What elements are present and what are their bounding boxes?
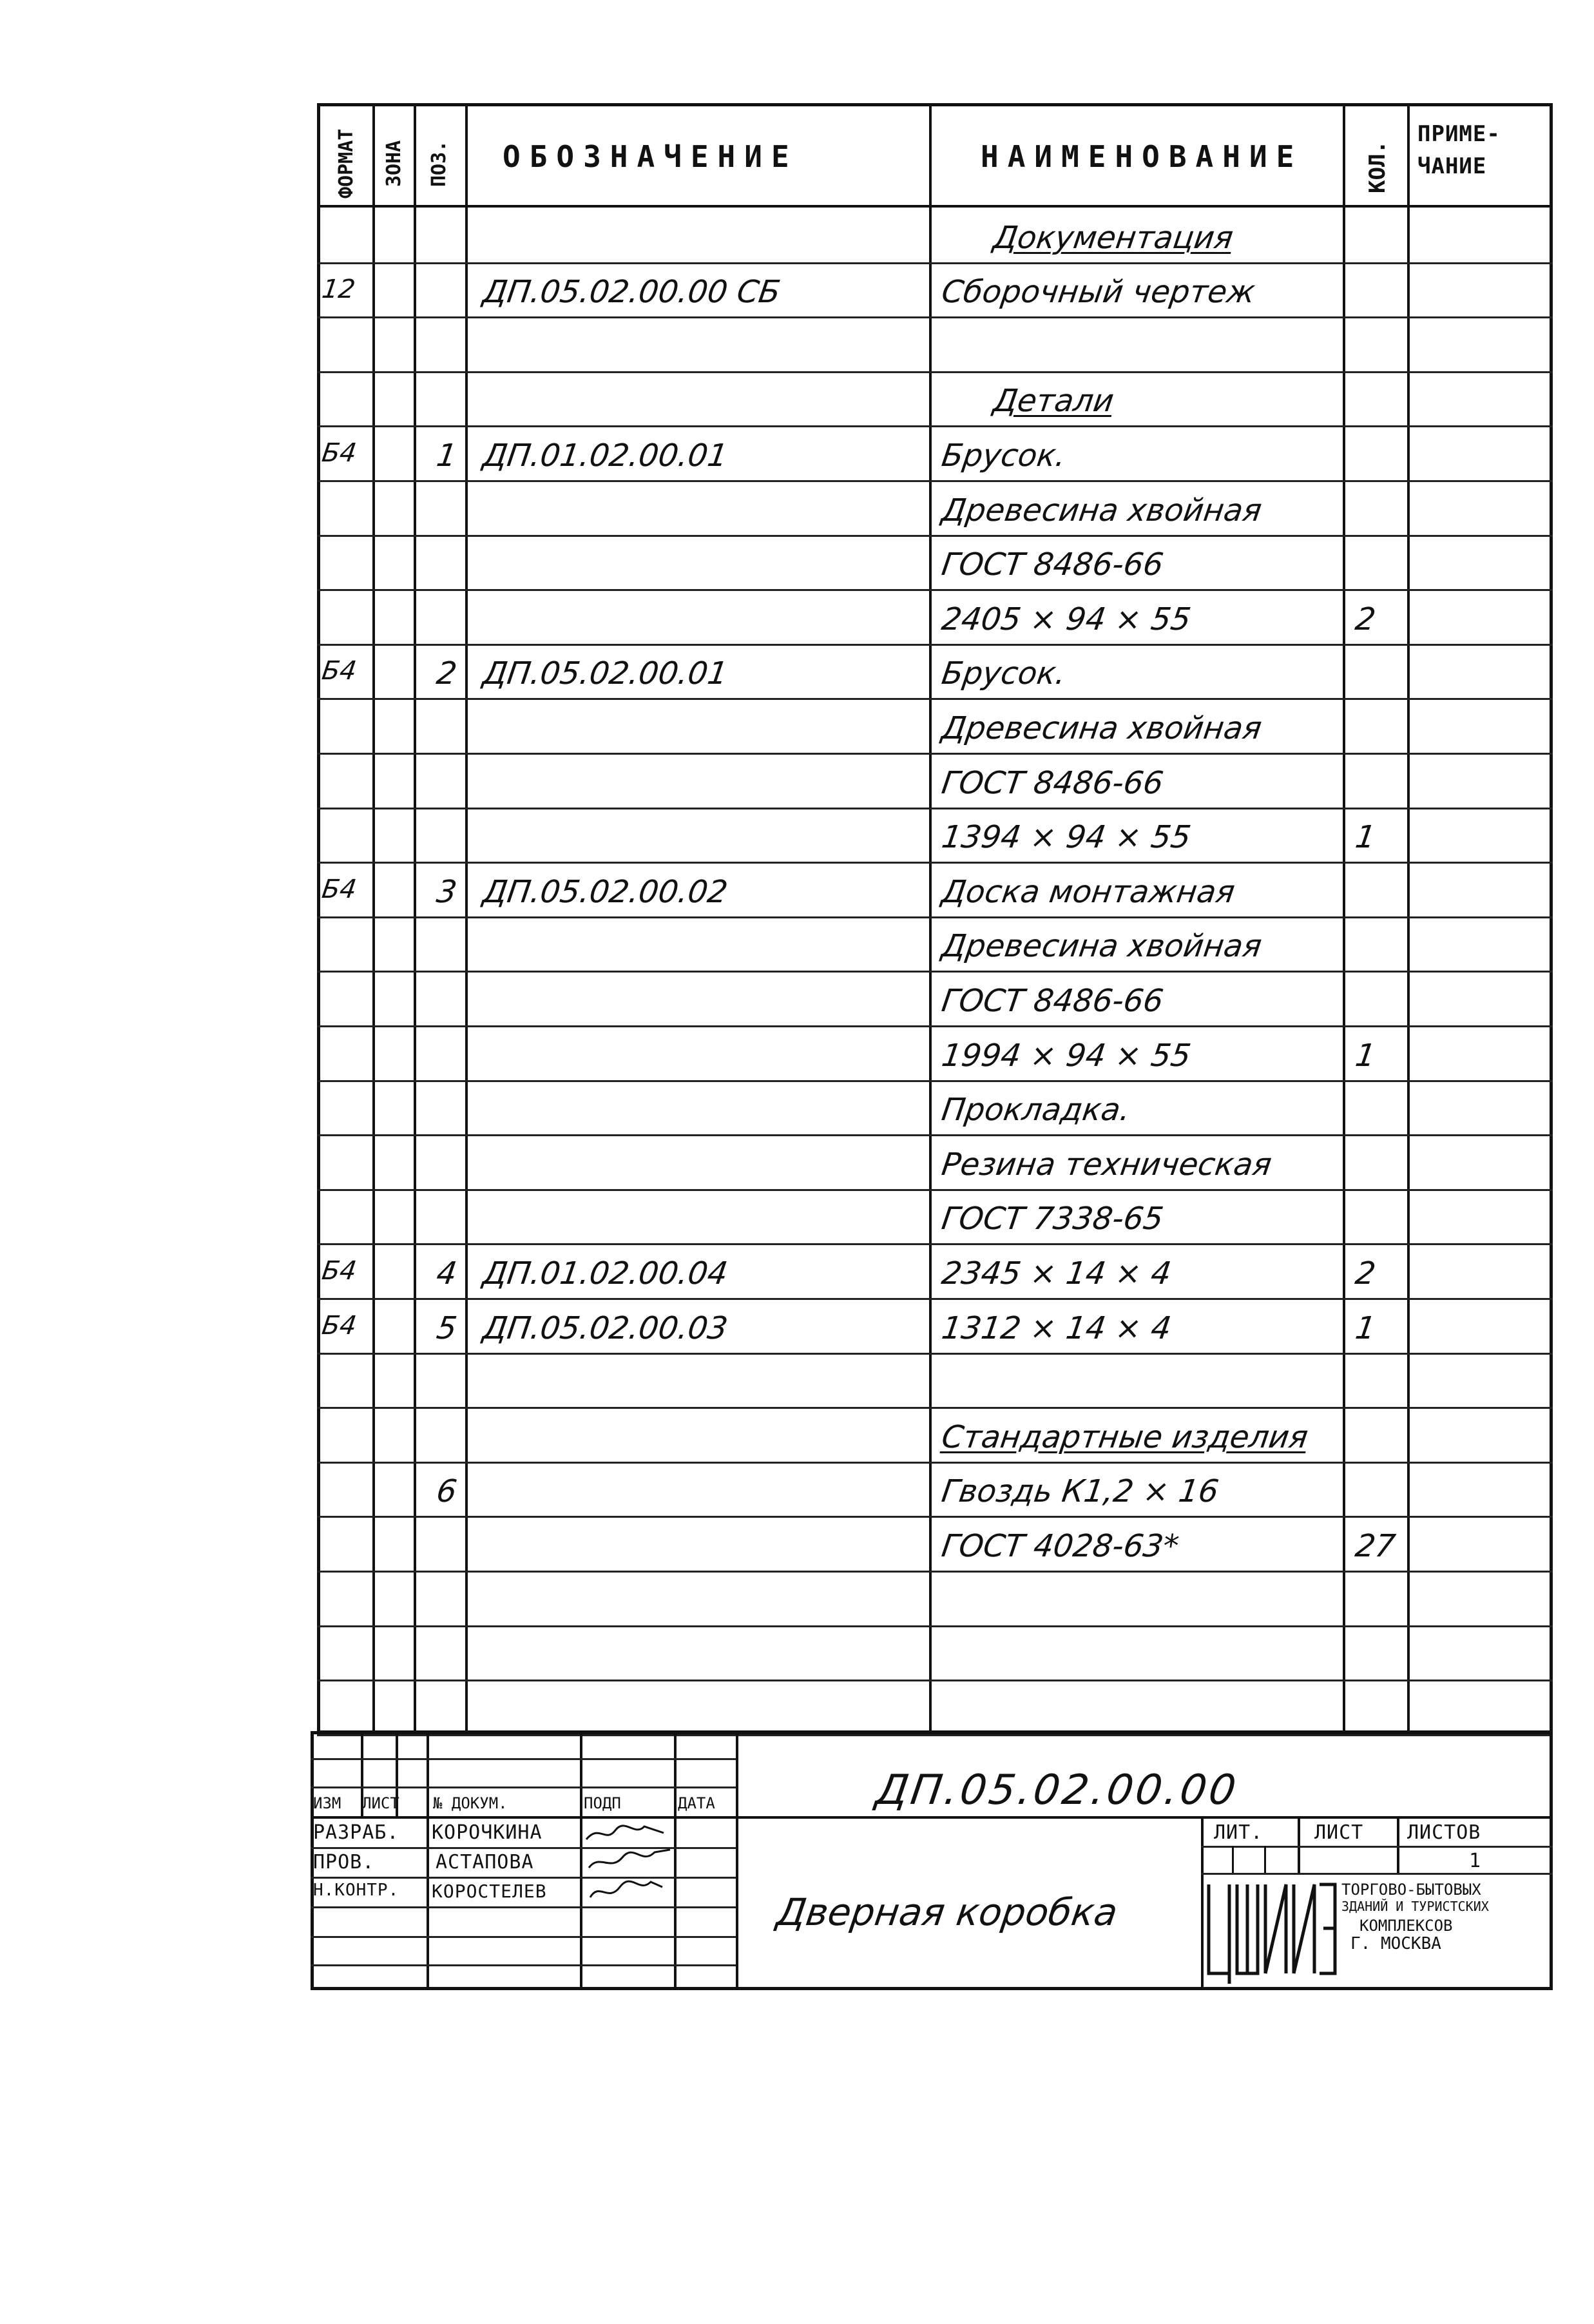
row-divider	[317, 753, 1553, 755]
tb-col-date	[674, 1731, 677, 1990]
row-name: Стандартные изделия	[939, 1419, 1311, 1455]
row-format: Б4	[320, 656, 359, 686]
row-divider	[317, 371, 1553, 373]
row-name: Гвоздь К1,2 × 16	[939, 1473, 1221, 1509]
tb-col-doc	[427, 1731, 429, 1990]
tb-col-end	[736, 1731, 738, 1990]
tb-label-doc-no: № ДОКУМ.	[433, 1794, 508, 1812]
row-name: Древесина хвойная	[939, 928, 1264, 964]
tb-role-developer: РАЗРАБ.	[313, 1821, 399, 1844]
row-divider	[317, 1407, 1553, 1409]
spec-table-frame	[317, 103, 1553, 1734]
row-designation: ДП.01.02.00.04	[481, 1255, 730, 1292]
row-format: Б4	[320, 1256, 359, 1286]
row-divider	[317, 1625, 1553, 1627]
org-logo	[1204, 1877, 1339, 1988]
row-divider	[317, 1189, 1553, 1191]
row-designation: ДП.05.02.00.02	[481, 874, 730, 910]
row-name: Древесина хвойная	[939, 710, 1264, 746]
tb-sheet-label: ЛИСТ	[1314, 1821, 1364, 1844]
row-name: ГОСТ 8486-66	[939, 547, 1166, 583]
tb-lit-row-1	[1201, 1846, 1553, 1848]
header-pos: ПОЗ.	[428, 140, 450, 187]
row-designation: ДП.05.02.00.00 СБ	[481, 274, 783, 310]
header-separator	[317, 205, 1553, 208]
header-qty: КОЛ.	[1365, 140, 1390, 193]
row-divider	[317, 1080, 1553, 1082]
row-designation: ДП.01.02.00.01	[481, 438, 730, 474]
row-divider	[317, 1516, 1553, 1518]
tb-label-izm: ИЗМ	[313, 1794, 341, 1812]
row-pos: 5	[434, 1310, 459, 1346]
tb-lit-label: ЛИТ.	[1214, 1821, 1263, 1844]
row-name: 2345 × 14 × 4	[939, 1255, 1174, 1292]
tb-person-developer: КОРОЧКИНА	[432, 1821, 543, 1844]
row-qty: 1	[1353, 1310, 1378, 1346]
tb-row-7	[311, 1936, 736, 1938]
row-divider	[317, 916, 1553, 918]
col-line-zone	[414, 103, 416, 1734]
tb-row-8	[311, 1964, 736, 1966]
row-qty: 1	[1353, 819, 1378, 855]
col-line-designation	[929, 103, 932, 1734]
row-designation: ДП.05.02.00.03	[481, 1310, 730, 1346]
col-line-pos	[465, 103, 468, 1734]
row-divider	[317, 1353, 1553, 1355]
header-zone: ЗОНА	[383, 140, 405, 187]
row-divider	[317, 1462, 1553, 1464]
col-line-format	[372, 103, 375, 1734]
row-name: Доска монтажная	[939, 874, 1238, 910]
tb-label-list: ЛИСТ	[362, 1794, 399, 1812]
row-divider	[317, 971, 1553, 973]
tb-person-normcontrol: КОРОСТЕЛЕВ	[432, 1881, 547, 1902]
header-note-2: ЧАНИЕ	[1417, 153, 1487, 179]
org-line-4: Г. МОСКВА	[1350, 1934, 1441, 1953]
row-name: Документация	[991, 220, 1236, 256]
row-format: 12	[320, 275, 358, 304]
row-qty: 27	[1353, 1528, 1398, 1564]
row-divider	[317, 1571, 1553, 1573]
row-name: 1994 × 94 × 55	[939, 1038, 1193, 1074]
tb-lit-row-2	[1201, 1873, 1553, 1875]
row-pos: 6	[434, 1473, 459, 1509]
row-format: Б4	[320, 1311, 359, 1341]
row-name: 1394 × 94 × 55	[939, 819, 1193, 855]
row-name: ГОСТ 8486-66	[939, 765, 1166, 801]
row-divider	[317, 480, 1553, 482]
row-pos: 1	[434, 438, 459, 474]
tb-label-sign: ПОДП	[584, 1794, 621, 1812]
row-divider	[317, 644, 1553, 646]
header-name: НАИМЕНОВАНИЕ	[981, 139, 1303, 174]
row-name: ГОСТ 7338-65	[939, 1201, 1166, 1237]
tb-row-1	[311, 1758, 736, 1760]
row-name: 2405 × 94 × 55	[939, 601, 1193, 637]
row-pos: 2	[434, 655, 459, 692]
row-divider	[317, 316, 1553, 318]
tb-person-checker: АСТАПОВА	[436, 1851, 534, 1874]
signatures	[580, 1817, 674, 1914]
org-line-2: ЗДАНИЙ И ТУРИСТСКИХ	[1341, 1899, 1489, 1914]
row-divider	[317, 698, 1553, 700]
col-line-qty	[1407, 103, 1410, 1734]
tb-row-3	[311, 1816, 1553, 1819]
row-qty: 2	[1353, 1255, 1378, 1292]
row-pos: 4	[434, 1255, 459, 1292]
tb-label-date: ДАТА	[678, 1794, 715, 1812]
tb-role-checker: ПРОВ.	[313, 1851, 375, 1874]
tb-lit-cell-1	[1232, 1846, 1234, 1873]
header-designation: ОБОЗНАЧЕНИЕ	[503, 139, 798, 174]
row-name: ГОСТ 4028-63*	[939, 1528, 1182, 1564]
tb-col-sheets	[1397, 1816, 1399, 1874]
row-name: ГОСТ 8486-66	[939, 983, 1166, 1019]
row-qty: 2	[1353, 601, 1378, 637]
row-divider	[317, 425, 1553, 427]
row-divider	[317, 862, 1553, 864]
row-format: Б4	[320, 875, 359, 904]
row-divider	[317, 1025, 1553, 1027]
doc-code: ДП.05.02.00.00	[872, 1767, 1242, 1814]
row-pos: 3	[434, 874, 459, 910]
org-line-3: КОМПЛЕКСОВ	[1359, 1917, 1453, 1935]
row-qty: 1	[1353, 1038, 1378, 1074]
row-name: Детали	[991, 383, 1117, 419]
tb-sheets-value: 1	[1469, 1850, 1482, 1872]
row-name: Брусок.	[939, 438, 1068, 474]
row-name: Резина техническая	[939, 1147, 1274, 1183]
doc-title: Дверная коробка	[774, 1890, 1120, 1934]
tb-col-sheet	[1298, 1816, 1300, 1874]
tb-lit-cell-2	[1264, 1846, 1266, 1873]
row-format: Б4	[320, 438, 359, 468]
row-name: Древесина хвойная	[939, 492, 1264, 528]
row-divider	[317, 1680, 1553, 1681]
row-divider	[317, 1243, 1553, 1245]
row-divider	[317, 1298, 1553, 1300]
header-format: ФОРМАТ	[335, 128, 358, 199]
tb-role-normcontrol: Н.КОНТР.	[313, 1881, 399, 1900]
row-divider	[317, 262, 1553, 264]
row-name: 1312 × 14 × 4	[939, 1310, 1174, 1346]
row-name: Брусок.	[939, 655, 1068, 692]
row-name: Сборочный чертеж	[939, 274, 1258, 310]
row-divider	[317, 535, 1553, 537]
row-designation: ДП.05.02.00.01	[481, 655, 730, 692]
org-line-1: ТОРГОВО-БЫТОВЫХ	[1341, 1881, 1481, 1899]
row-name: Прокладка.	[939, 1092, 1133, 1128]
header-note-1: ПРИМЕ-	[1417, 121, 1501, 147]
tb-row-2	[311, 1787, 736, 1788]
col-line-name	[1343, 103, 1345, 1734]
row-divider	[317, 589, 1553, 591]
row-divider	[317, 1134, 1553, 1136]
tb-sheets-label: ЛИСТОВ	[1407, 1821, 1481, 1844]
row-divider	[317, 808, 1553, 809]
